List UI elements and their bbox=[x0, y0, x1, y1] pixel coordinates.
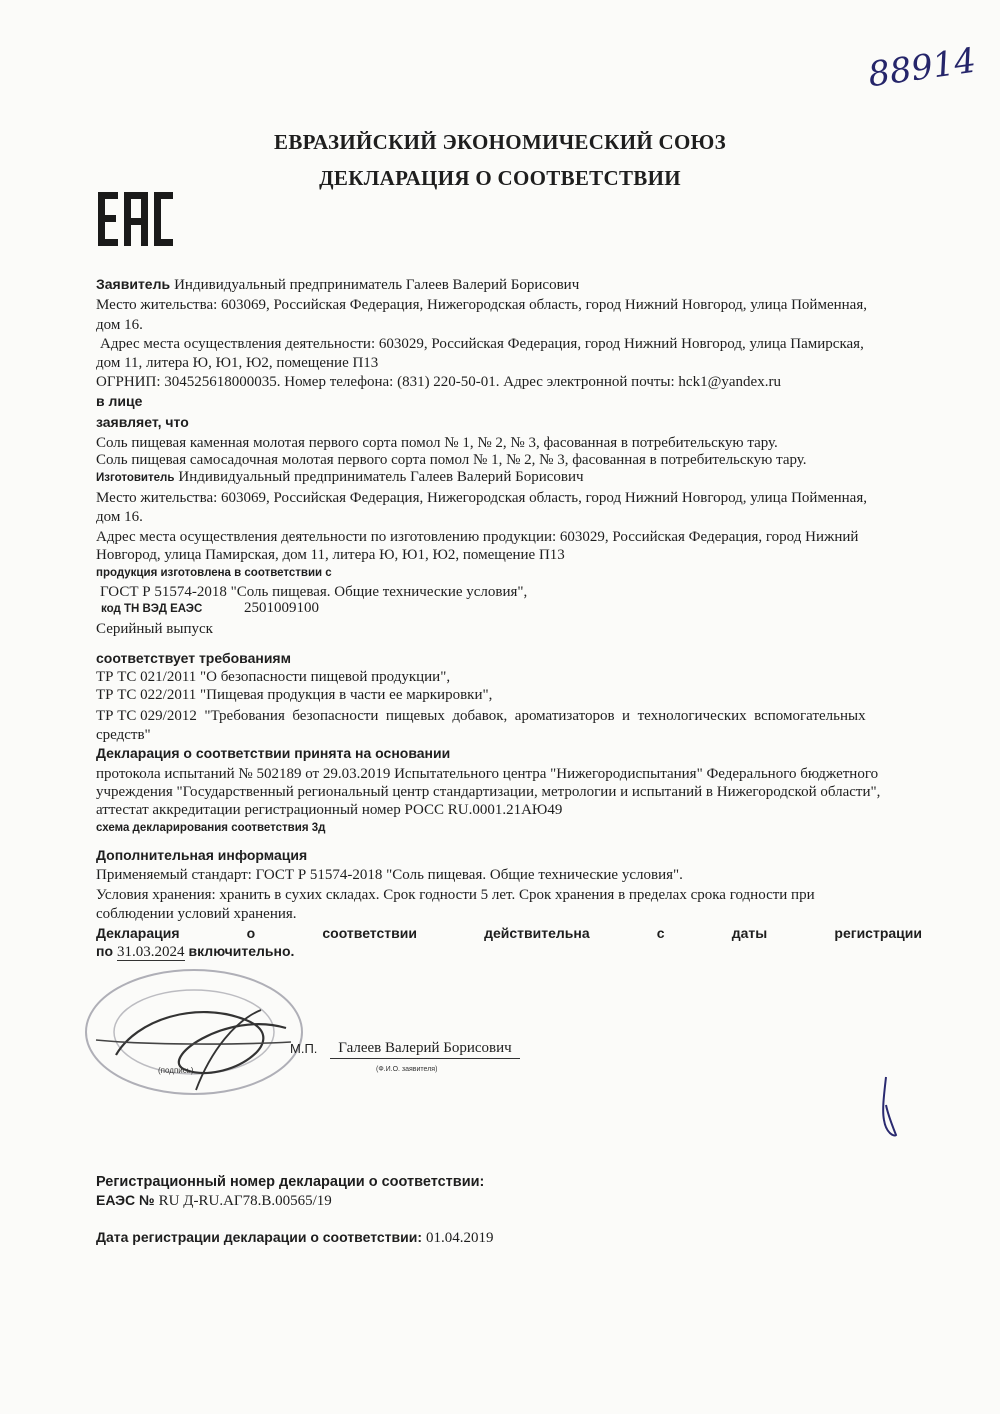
serial-release: Серийный выпуск bbox=[96, 621, 213, 637]
validity-inclusive: включительно. bbox=[188, 943, 295, 959]
registration-date: 01.04.2019 bbox=[426, 1230, 494, 1246]
requirements-label: соответствует требованиям bbox=[96, 650, 291, 666]
manufacturer-name: Индивидуальный предприниматель Галеев Валерий Борисович bbox=[178, 469, 584, 485]
tn-ved-label: код ТН ВЭД ЕАЭС bbox=[101, 603, 203, 615]
manufacturer-production-1: Адрес места осуществления деятельности по изготовлению продукции: 603029, Российская Федерация, город Нижний bbox=[96, 529, 859, 545]
requirement-3: ТР ТС 029/2012 "Требования безопасности пищевых добавок, ароматизаторов и технологических вспомогательных bbox=[96, 708, 866, 724]
registration-number: RU Д-RU.АГ78.В.00565/19 bbox=[158, 1193, 332, 1209]
additional-info-label: Дополнительная информация bbox=[96, 847, 308, 863]
product-1: Соль пищевая каменная молотая первого сорта помол № 1, № 2, № 3, фасованная в потребительскую тару. bbox=[96, 435, 778, 451]
applicant-residence-1: Место жительства: 603069, Российская Федерация, Нижегородская область, город Нижний Новгород, улица Пойменная, bbox=[96, 297, 867, 313]
registration-number-line bbox=[96, 1192, 332, 1211]
applicant-signature-name: Галеев Валерий Борисович bbox=[330, 1039, 520, 1059]
union-title: ЕВРАЗИЙСКИЙ ЭКОНОМИЧЕСКИЙ СОЮЗ bbox=[274, 130, 726, 154]
storage-conditions-2: соблюдении условий хранения. bbox=[96, 906, 297, 922]
validity-word: Декларация bbox=[96, 925, 180, 941]
manufacturer-production-2: Новгород, улица Памирская, дом 11, литера Ю, Ю1, Ю2, помещение П13 bbox=[96, 547, 565, 563]
applicant-residence-2: дом 16. bbox=[96, 317, 143, 333]
seal-stamp bbox=[76, 960, 326, 1110]
eac-logo bbox=[96, 190, 176, 248]
applicant-name: Индивидуальный предприниматель Галеев Валерий Борисович bbox=[174, 277, 580, 293]
validity-word: действительна bbox=[484, 925, 590, 941]
basis-line-1: протокола испытаний № 502189 от 29.03.2019 Испытательного центра "Нижегородиспытания" Федерального бюджетного bbox=[96, 766, 879, 782]
made-per-label: продукция изготовлена в соответствии с bbox=[96, 567, 332, 579]
manufacturer-label: Изготовитель bbox=[96, 472, 175, 484]
applicant-activity-2: дом 11, литера Ю, Ю1, Ю2, помещение П13 bbox=[96, 355, 379, 371]
validity-word: регистрации bbox=[834, 925, 922, 941]
declaration-scheme: схема декларирования соответствия 3д bbox=[96, 822, 326, 834]
tn-ved-code: 2501009100 bbox=[244, 600, 319, 616]
declares-label: заявляет, что bbox=[96, 414, 189, 430]
validity-word: даты bbox=[731, 925, 768, 941]
manufacturer-residence-1: Место жительства: 603069, Российская Федерация, Нижегородская область, город Нижний Новгород, улица Пойменная, bbox=[96, 490, 867, 506]
validity-line bbox=[96, 925, 922, 941]
requirement-1: ТР ТС 021/2011 "О безопасности пищевой продукции", bbox=[96, 669, 451, 685]
applicant-activity-1: Адрес места осуществления деятельности: 603029, Российская Федерация, город Нижний Новгород, улица Памирская, bbox=[100, 336, 864, 352]
fio-caption: (Ф.И.О. заявителя) bbox=[376, 1066, 438, 1073]
handwritten-mark bbox=[872, 1075, 902, 1140]
mp-label: М.П. bbox=[290, 1041, 318, 1056]
validity-word: с bbox=[656, 925, 665, 941]
basis-label: Декларация о соответствии принята на основании bbox=[96, 745, 451, 761]
registration-date-label: Дата регистрации декларации о соответствии: bbox=[96, 1229, 422, 1245]
registration-date-line bbox=[96, 1229, 494, 1248]
applied-standard: Применяемый стандарт: ГОСТ Р 51574-2018 "Соль пищевая. Общие технические условия". bbox=[96, 867, 683, 883]
registration-prefix: ЕАЭС № bbox=[96, 1192, 155, 1208]
manufacturer-line bbox=[96, 468, 584, 487]
document-title: ДЕКЛАРАЦИЯ О СООТВЕТСТВИИ bbox=[319, 166, 681, 190]
storage-conditions-1: Условия хранения: хранить в сухих складах. Срок годности 5 лет. Срок хранения в пределах срока годности при bbox=[96, 887, 815, 903]
requirement-3-cont: средств" bbox=[96, 727, 151, 743]
validity-word: о bbox=[246, 925, 256, 941]
manufacturer-residence-2: дом 16. bbox=[96, 509, 143, 525]
applicant-line bbox=[96, 276, 579, 295]
validity-word: соответствии bbox=[322, 925, 417, 941]
validity-date: 31.03.2024 bbox=[117, 944, 185, 960]
registration-label: Регистрационный номер декларации о соответствии: bbox=[96, 1174, 485, 1190]
sign-caption: (подпись) bbox=[158, 1066, 194, 1075]
made-per-standard: ГОСТ Р 51574-2018 "Соль пищевая. Общие технические условия", bbox=[100, 584, 528, 600]
requirement-2: ТР ТС 022/2011 "Пищевая продукция в части ее маркировки", bbox=[96, 687, 493, 703]
product-2: Соль пищевая самосадочная молотая первого сорта помол № 1, № 2, № 3, фасованная в потребительскую тару. bbox=[96, 452, 807, 468]
in-person-label: в лице bbox=[96, 393, 143, 409]
applicant-label: Заявитель bbox=[96, 276, 171, 292]
basis-line-3: аттестат аккредитации регистрационный номер РОСС RU.0001.21АЮ49 bbox=[96, 802, 563, 818]
handwritten-number: 88914 bbox=[865, 40, 979, 96]
basis-line-2: учреждения "Государственный региональный центр стандартизации, метрологии и испытаний в Нижегородской области", bbox=[96, 784, 881, 800]
applicant-contacts: ОГРНИП: 304525618000035. Номер телефона: (831) 220-50-01. Адрес электронной почты: hck1@yandex.ru bbox=[96, 374, 781, 390]
validity-by: по bbox=[96, 943, 114, 959]
